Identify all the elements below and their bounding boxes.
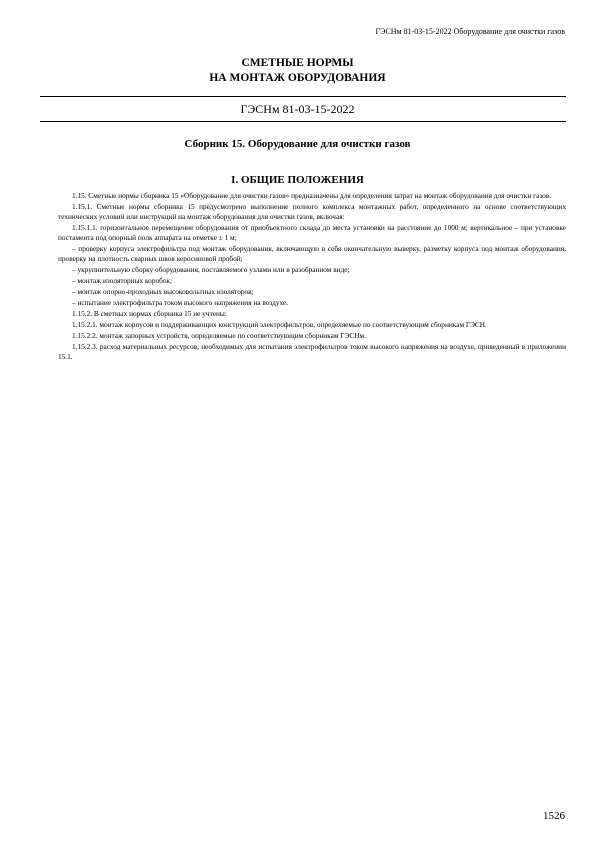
section-title: I. ОБЩИЕ ПОЛОЖЕНИЯ	[231, 174, 364, 186]
paragraph-1-15-2-2: 1.15.2.2. монтаж запорных устройств, определяемые по соответствующим сборникам ГЭСНм.	[72, 331, 366, 341]
collection-title: Сборник 15. Оборудование для очистки газов	[184, 138, 411, 150]
general-provisions-text	[58, 191, 566, 363]
paragraph-1-15: 1.15. Сметные нормы сборника 15 «Оборудование для очистки газов» предназначены для определения затрат на монтаж оборудования для очистки газов.	[72, 191, 552, 200]
page-number: 1526	[543, 810, 565, 822]
paragraph-1-15-2-3: 1.15.2.3. расход материальных ресурсов, необходимых для испытания электрофильтров током высокого напряжения на воздухе, приведенный в приложении 15.1.	[58, 342, 566, 362]
document-title	[0, 56, 595, 86]
list-item: – монтаж опорно-проходных высоковольтных изоляторов;	[72, 287, 254, 297]
bottom-rule	[40, 121, 566, 122]
paragraph-1-15-2: 1.15.2. В сметных нормах сборника 15 не учтены:	[72, 309, 227, 319]
list-item: – укрупнительную сборку оборудования, поставляемого узлами или в разобранном виде;	[72, 265, 350, 275]
running-head: ГЭСНм 81-03-15-2022 Оборудование для очистки газов	[375, 27, 565, 36]
list-item: – испытание электрофильтра током высокого напряжения на воздухе.	[72, 298, 289, 308]
list-item: – проверку корпуса электрофильтра под монтаж оборудования, включающую в себя окончательную выверку, разметку корпуса под монтаж оборудования, проверку на плотность сварных швов керосиновой пробой;	[58, 244, 566, 264]
paragraph-1-15-1-1: 1.15.1.1. горизонтальное перемещение оборудования от приобъектного склада до места установки на расстояние до 1000 м; вертикальное – при установке постамента под опорный полк аппарата на отметке ± 1 м;	[58, 223, 566, 243]
paragraph-1-15-2-1: 1.15.2.1. монтаж корпусов и поддерживающих конструкций электрофильтров, определяемые по соответствующим сборникам ГЭСН.	[72, 320, 487, 330]
standard-code: ГЭСНм 81-03-15-2022	[240, 102, 355, 116]
paragraph-1-15-1: 1.15.1. Сметные нормы сборника 15 предусмотрено выполнение полного комплекса монтажных работ, определенного на основе соответствующих технических условий или инструкций на монтаж оборудования для очистки газов, включая:	[58, 201, 566, 222]
document-title-line-1: СМЕТНЫЕ НОРМЫ	[241, 57, 354, 69]
list-item: – монтаж изоляторных коробок;	[72, 276, 173, 286]
document-title-line-2: НА МОНТАЖ ОБОРУДОВАНИЯ	[209, 72, 386, 84]
top-rule	[40, 96, 566, 97]
